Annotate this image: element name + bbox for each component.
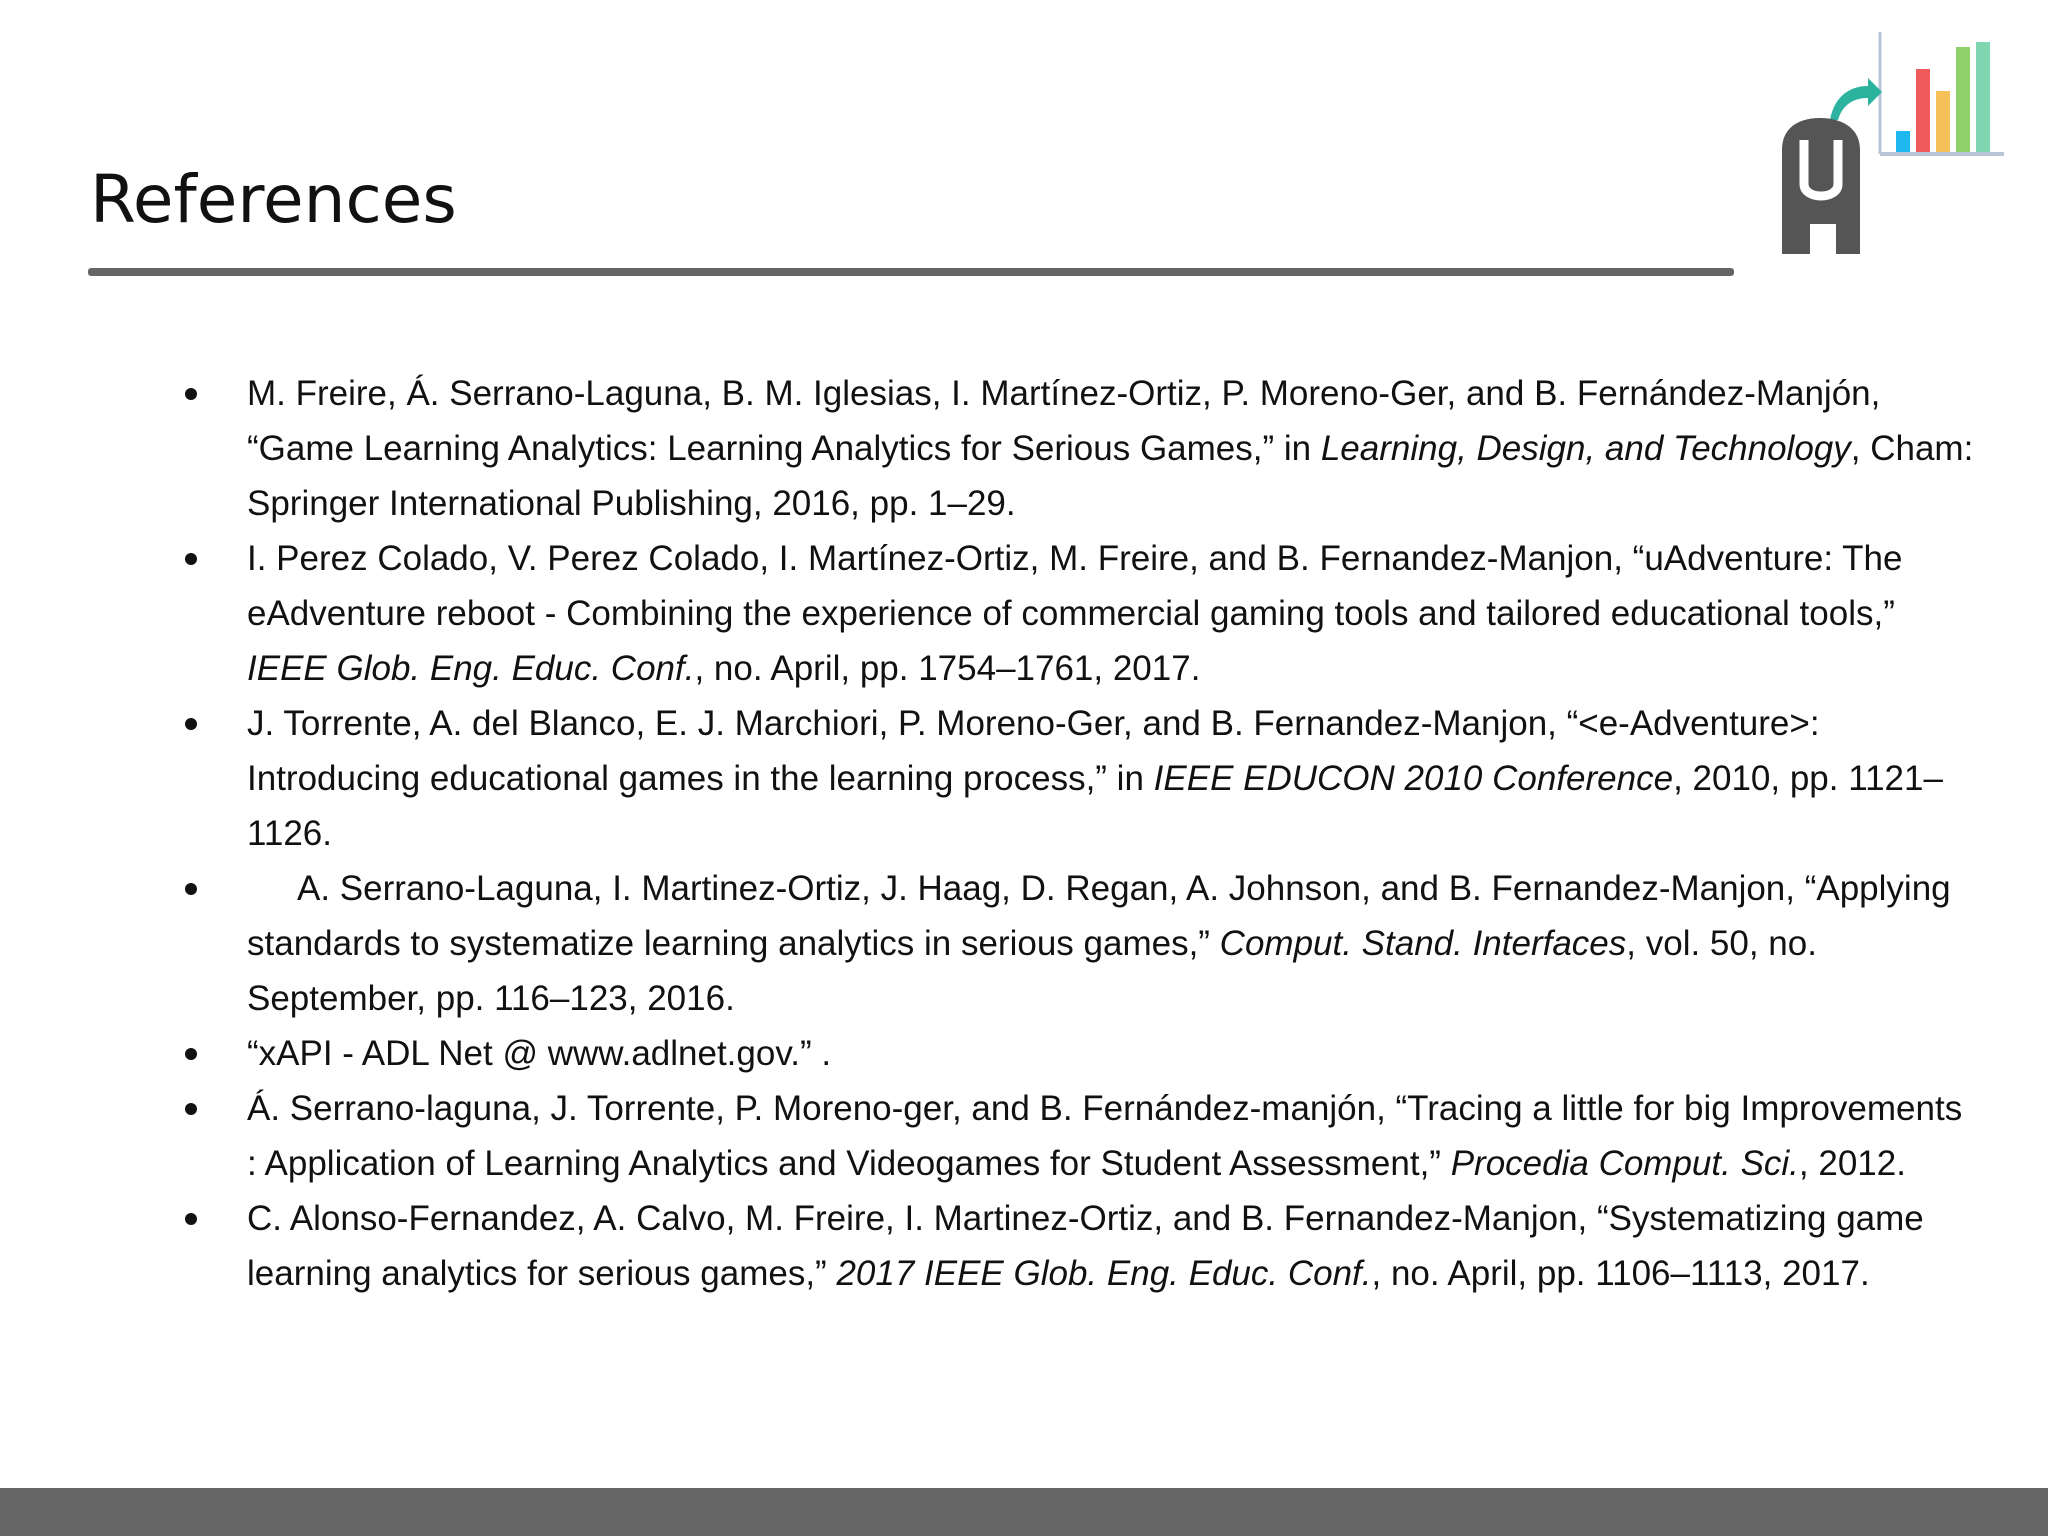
list-item — [175, 1081, 1975, 1191]
uadventure-analytics-logo-icon — [1768, 28, 2008, 264]
reference-details: , vol. 50, no. September, pp. 116–123, 2016. — [247, 924, 1817, 1018]
reference-venue: Comput. Stand. Interfaces — [1219, 924, 1627, 963]
bullet-icon — [185, 553, 197, 565]
reference-details: , no. April, pp. 1754–1761, 2017. — [694, 649, 1201, 688]
bullet-icon — [185, 883, 197, 895]
reference-venue: Learning, Design, and Technology — [1320, 429, 1851, 468]
title-underline — [88, 268, 1734, 276]
reference-plain: A. Serrano-Laguna, I. Martinez-Ortiz, J. Haag, D. Regan, A. Johnson, and B. Fernandez-Manjon, “Applying standards to systematize learning analytics in serious games,” — [247, 869, 1951, 963]
reference-text — [247, 869, 1951, 1018]
reference-venue: Procedia Comput. Sci. — [1450, 1144, 1799, 1183]
reference-plain: I. Perez Colado, V. Perez Colado, I. Martínez-Ortiz, M. Freire, and B. Fernandez-Manjon, “uAdventure: The eAdventure reboot - Combining the experience of commercial gaming tools and tailored educational tools,” — [247, 539, 1903, 633]
list-item — [175, 1026, 1975, 1081]
reference-text — [247, 704, 1943, 853]
logo-u-badge — [1782, 118, 1860, 254]
reference-plain: “xAPI - ADL Net @ www.adlnet.gov.” . — [247, 1034, 832, 1073]
logo-bar-2 — [1916, 69, 1930, 152]
bullet-icon — [185, 388, 197, 400]
reference-details: , 2012. — [1798, 1144, 1906, 1183]
list-item — [175, 531, 1975, 696]
logo-bar-4 — [1956, 47, 1970, 152]
list-item — [175, 696, 1975, 861]
reference-plain: C. Alonso-Fernandez, A. Calvo, M. Freire, I. Martinez-Ortiz, and B. Fernandez-Manjon, “Systematizing game learning analytics for serious games,” — [247, 1199, 1924, 1293]
bullet-icon — [185, 1103, 197, 1115]
reference-text — [247, 1199, 1924, 1293]
bullet-icon — [185, 1213, 197, 1225]
reference-details: , 2010, pp. 1121–1126. — [247, 759, 1943, 853]
reference-plain: M. Freire, Á. Serrano-Laguna, B. M. Iglesias, I. Martínez-Ortiz, P. Moreno-Ger, and B. Fernández-Manjón, “Game Learning Analytics: Learning Analytics for Serious Games,” in — [247, 374, 1881, 468]
reference-text — [247, 1034, 831, 1073]
footer-bar — [0, 1488, 2048, 1536]
reference-plain: Á. Serrano-laguna, J. Torrente, P. Moreno-ger, and B. Fernández-manjón, “Tracing a little for big Improvements : Application of Learning Analytics and Videogames for Student Assessment,” — [247, 1089, 1963, 1183]
reference-venue: IEEE EDUCON 2010 Conference — [1153, 759, 1674, 798]
logo-arrow-icon — [1830, 78, 1882, 120]
bullet-icon — [185, 1048, 197, 1060]
list-item — [175, 366, 1975, 531]
reference-details: , no. April, pp. 1106–1113, 2017. — [1371, 1254, 1870, 1293]
logo-bar-1 — [1896, 131, 1910, 152]
reference-text — [247, 539, 1902, 688]
logo-bar-3 — [1936, 91, 1950, 152]
references-list — [175, 366, 1975, 1301]
reference-text — [247, 374, 1973, 523]
reference-venue: 2017 IEEE Glob. Eng. Educ. Conf. — [836, 1254, 1372, 1293]
list-item — [175, 861, 1975, 1026]
bullet-icon — [185, 718, 197, 730]
reference-details: , Cham: Springer International Publishing, 2016, pp. 1–29. — [247, 429, 1974, 523]
logo-bar-5 — [1976, 42, 1990, 152]
logo-bars — [1896, 42, 1990, 152]
list-item — [175, 1191, 1975, 1301]
reference-venue: IEEE Glob. Eng. Educ. Conf. — [247, 649, 695, 688]
reference-text — [247, 1089, 1962, 1183]
reference-plain: J. Torrente, A. del Blanco, E. J. Marchiori, P. Moreno-Ger, and B. Fernandez-Manjon, “<e-Adventure>: Introducing educational games in the learning process,” in — [247, 704, 1820, 798]
page-title: References — [90, 161, 457, 238]
